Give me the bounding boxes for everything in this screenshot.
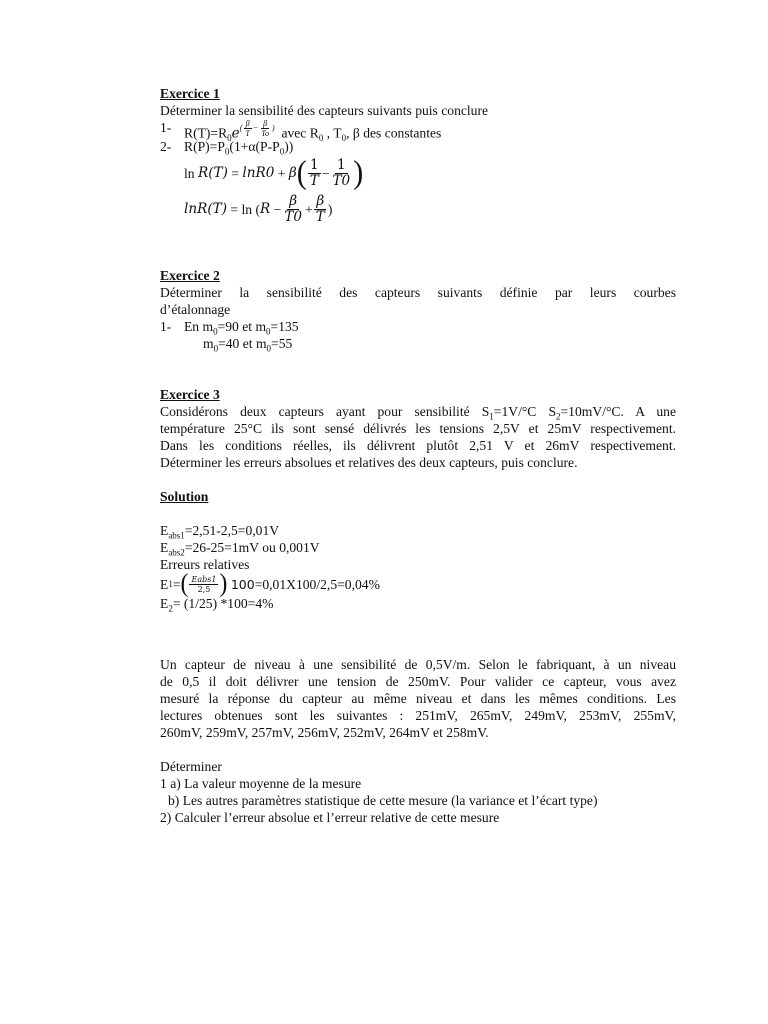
den: T	[245, 129, 250, 138]
text: = (1/25) *100=4%	[172, 596, 274, 611]
item-2-text	[184, 138, 293, 155]
solution-eabs2	[160, 539, 676, 556]
frac-beta-To	[259, 119, 271, 138]
exercise-4-question-2: 2) Calculer l’erreur absolue et l’erreur relative de cette mesure	[160, 810, 500, 825]
text: , β des constantes	[346, 125, 442, 141]
var: R	[260, 200, 271, 217]
num: β	[245, 119, 250, 128]
num: 1	[337, 156, 346, 173]
exercise-3-line-3: Dans les conditions réelles, ils délivrent plutôt 2,51 V et 26mV respectivement.	[160, 438, 676, 453]
exercise-1-title: Exercice 1	[160, 86, 220, 101]
text: Considérons deux capteurs ayant pour sensibilité S	[160, 404, 490, 419]
paren-left: (	[296, 154, 307, 191]
exercise-2-title: Exercice 2	[160, 268, 220, 283]
exercise-2-item-2	[160, 335, 676, 352]
num: β	[289, 192, 298, 209]
paren: (	[239, 123, 243, 133]
subscript: abs2	[168, 547, 185, 558]
paren-right: )	[327, 201, 333, 217]
exp-e: e	[231, 125, 240, 142]
exponent	[240, 119, 275, 138]
subscript: 0	[227, 133, 232, 144]
frac-1-T	[308, 158, 321, 189]
text: (1+α(P-P	[229, 139, 280, 154]
exercise-3-title: Exercice 3	[160, 387, 220, 402]
solution-e2	[160, 595, 676, 612]
subscript: 1	[489, 411, 494, 422]
exercise-2-intro-line-1: Déterminer la sensibilité des capteurs suivants définie par leurs courbes	[160, 285, 676, 300]
solution-relative-label: Erreurs relatives	[160, 557, 250, 572]
exercise-3-line-1	[160, 403, 676, 420]
den: T0	[284, 208, 303, 225]
subscript: abs1	[168, 530, 185, 541]
exercise-3-line-4: Déterminer les erreurs absolues et relatives des deux capteurs, puis conclure.	[160, 455, 578, 470]
minus: −	[321, 165, 330, 181]
exercise-4-line-4: lectures obtenues sont les suivantes : 251mV, 265mV, 249mV, 253mV, 255mV,	[160, 708, 676, 723]
text: =1V/°C S	[493, 404, 557, 419]
text: =90 et m	[217, 319, 267, 334]
exercise-3-line-2: température 25°C ils sont sensé délivrés les tensions 2,5V et 25mV respectivement.	[160, 421, 676, 436]
subscript: 2	[556, 411, 561, 422]
text: R(T)=R	[184, 125, 228, 141]
equation-2	[160, 191, 676, 227]
text: 100	[230, 576, 255, 592]
minus: −	[252, 123, 259, 133]
plus: +	[305, 201, 313, 217]
subscript: 0	[266, 326, 271, 337]
num: β	[316, 192, 325, 209]
num: Eabs1	[191, 574, 217, 584]
text: =	[172, 576, 181, 592]
item-number: 1-	[160, 120, 172, 135]
exercise-2-item-1	[160, 318, 676, 335]
minus: −	[273, 201, 282, 217]
subscript: 0	[213, 326, 218, 337]
den: T0	[332, 172, 351, 189]
den: To	[261, 129, 269, 138]
text: m	[203, 336, 214, 351]
paren: )	[271, 123, 275, 133]
var: lnR0	[242, 164, 275, 181]
exercise-2-intro-line-2: d’étalonnage	[160, 302, 231, 317]
eq: =	[230, 201, 239, 217]
exercise-4-line-5: 260mV, 259mV, 257mV, 256mV, 252mV, 264mV et 258mV.	[160, 725, 489, 740]
subscript: 0	[318, 133, 324, 144]
text: =40 et m	[218, 336, 267, 351]
text: , T	[326, 125, 342, 141]
text: E	[160, 540, 169, 555]
subscript: 0	[224, 146, 230, 157]
frac-beta-T0	[282, 194, 304, 225]
var: lnR(T)	[184, 200, 228, 217]
equation-1	[160, 155, 676, 191]
text: =55	[271, 336, 293, 351]
exercise-4-line-2: de 0,5 il doit délivrer une tension de 250mV. Pour valider ce capteur, vous avez	[160, 674, 676, 689]
frac-beta-T	[243, 119, 251, 138]
exercise-1-item-2	[160, 138, 676, 155]
exercise-1-item-1	[160, 119, 676, 144]
text: =2,51-2,5=0,01V	[184, 523, 280, 538]
exercise-4-line-1: Un capteur de niveau à une sensibilité de 0,5V/m. Selon le fabriquant, à un niveau	[160, 657, 676, 672]
plus: +	[277, 165, 286, 181]
item-number: 1-	[160, 319, 172, 334]
eq: =	[231, 165, 239, 181]
text: =10mV/°C. A une	[560, 404, 676, 419]
subscript: 0	[279, 146, 285, 157]
den: 2,5	[197, 584, 211, 594]
ln: ln	[241, 201, 253, 217]
text: avec R	[281, 125, 319, 141]
frac-beta-T	[314, 194, 327, 225]
num: 1	[309, 156, 319, 173]
exercise-4-determine: Déterminer	[160, 759, 222, 774]
exercise-4-question-1b: b) Les autres paramètres statistique de cette mesure (la variance et l’écart type)	[168, 793, 598, 808]
paren-right: )	[353, 154, 364, 191]
text: E	[160, 596, 169, 611]
text: E	[160, 523, 169, 538]
den: T	[309, 172, 319, 189]
solution-e1: E 1 = ( $\frac{\text{Eabs1}}{2,5}$ ) 100 =0,01X100/2,5=0,04%	[160, 569, 380, 599]
exercise-1-intro: Déterminer la sensibilité des capteurs suivants puis conclure	[160, 103, 489, 118]
text: ))	[284, 139, 294, 154]
item-1-text	[184, 119, 442, 144]
subscript: 2	[168, 603, 173, 614]
paren-left: (	[180, 569, 189, 599]
text: =0,01X100/2,5=0,04%	[254, 576, 380, 592]
solution-title: Solution	[160, 489, 209, 504]
document-page	[160, 85, 676, 826]
text: =26-25=1mV ou 0,001V	[184, 540, 320, 555]
subscript: 0	[266, 343, 272, 354]
frac-1-T0	[330, 158, 352, 189]
text: E	[160, 576, 169, 592]
exercise-4-line-3: mesuré la réponse du capteur au même niveau et dans les mêmes conditions. Les	[160, 691, 676, 706]
num: β	[263, 119, 268, 128]
var: β	[288, 164, 297, 181]
subscript: 0	[213, 343, 219, 354]
exercise-4-question-1a: 1 a) La valeur moyenne de la mesure	[160, 776, 362, 791]
text: =135	[270, 319, 299, 334]
solution-eabs1	[160, 522, 676, 539]
ln: ln	[184, 165, 195, 181]
text: En m	[184, 319, 214, 334]
var: R(T)	[197, 164, 228, 181]
item-1-text	[184, 318, 299, 335]
subscript: 0	[341, 133, 347, 144]
den: T	[315, 208, 325, 225]
paren-right: )	[219, 569, 228, 599]
frac-eabs1	[189, 575, 218, 594]
paren-left: (	[255, 201, 261, 217]
text: R(P)=P	[184, 139, 225, 154]
item-number: 2-	[160, 139, 172, 154]
